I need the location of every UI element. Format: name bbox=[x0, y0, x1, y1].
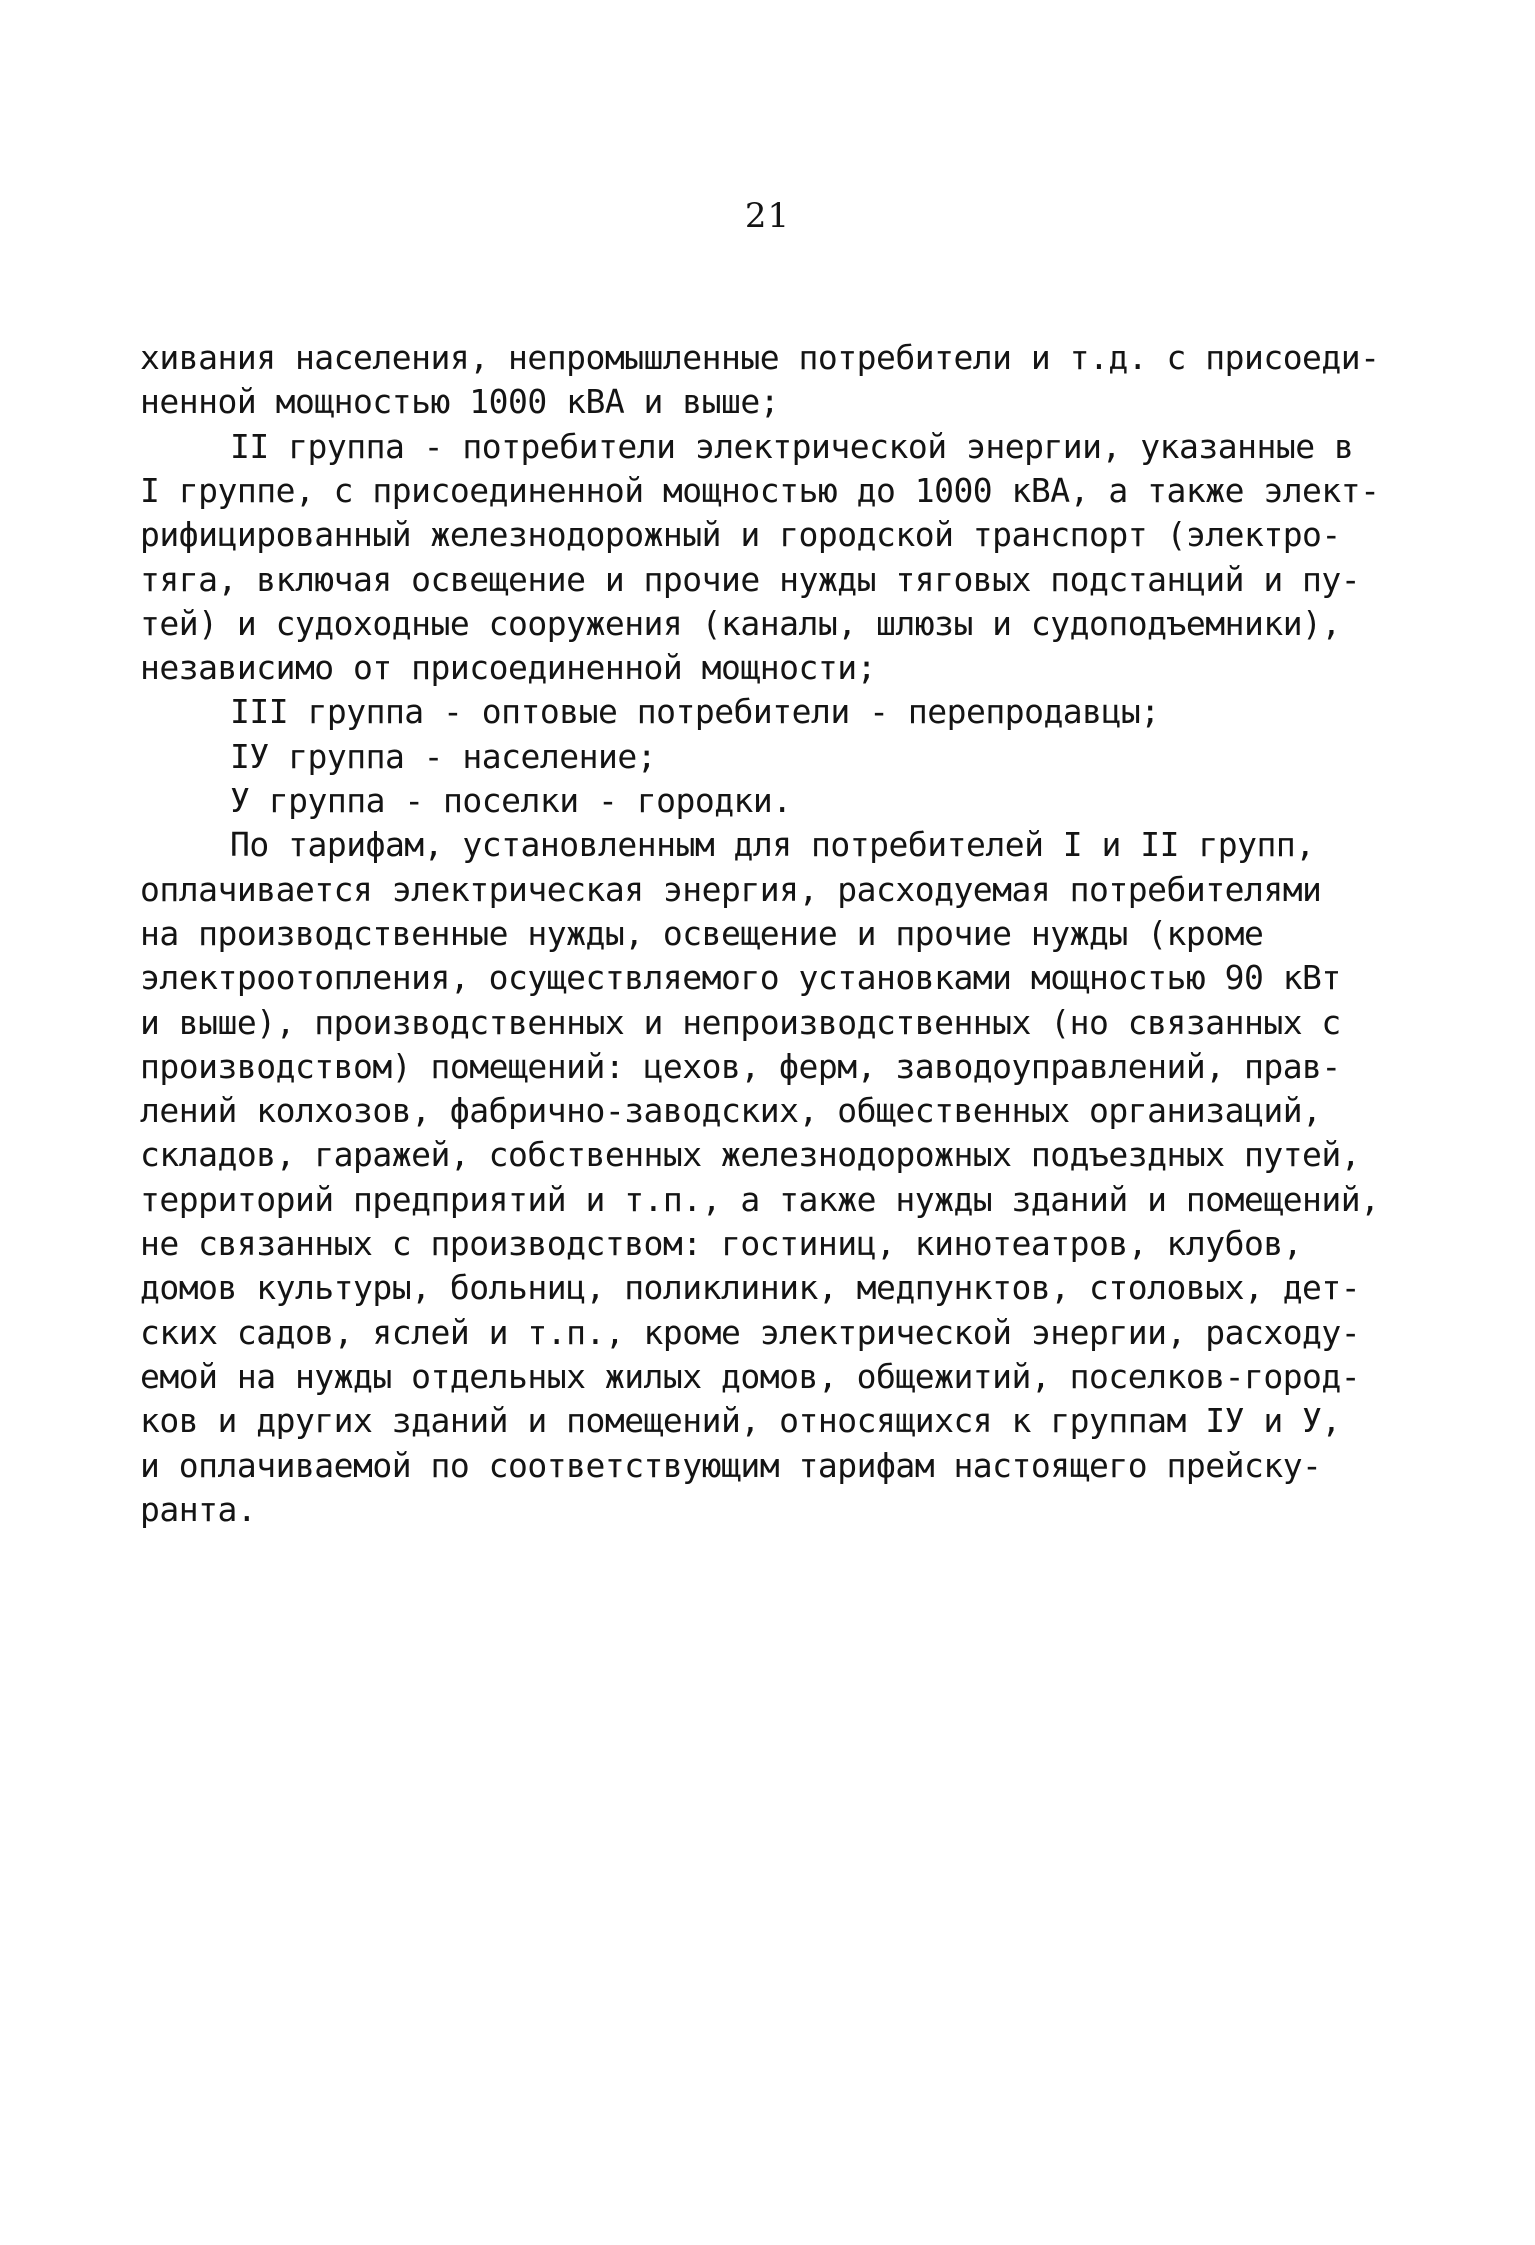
text-line: домов культуры, больниц, поликлиник, медпунктов, столовых, дет- bbox=[140, 1268, 1361, 1307]
text-line: хивания населения, непромышленные потребители и т.д. с присоеди- bbox=[140, 338, 1380, 377]
text-line: тяга, включая освещение и прочие нужды тяговых подстанций и пу- bbox=[140, 560, 1361, 599]
text-line: территорий предприятий и т.п., а также нужды зданий и помещений, bbox=[140, 1180, 1380, 1219]
text-line: и оплачиваемой по соответствующим тарифам настоящего прейскy- bbox=[140, 1446, 1322, 1485]
paragraph-first-line: IУ группа - население; bbox=[230, 737, 657, 776]
text-line: ненной мощностью 1000 кВА и выше; bbox=[140, 382, 780, 421]
paragraph-first-line: По тарифам, установленным для потребителей I и II групп, bbox=[230, 825, 1315, 864]
text-line: I группе, с присоединенной мощностью до 1000 кВА, а также элект- bbox=[140, 471, 1380, 510]
text-line: независимо от присоединенной мощности; bbox=[140, 648, 876, 687]
page-number: 21 bbox=[744, 196, 791, 236]
text-line: емой на нужды отдельных жилых домов, общежитий, поселков-город- bbox=[140, 1357, 1361, 1396]
text-line: тей) и судоходные сооружения (каналы, шлюзы и судоподъемники), bbox=[140, 604, 1341, 643]
paragraph-first-line: II группа - потребители электрической энергии, указанные в bbox=[230, 427, 1354, 466]
text-line: не связанных с производством: гостиниц, кинотеатров, клубов, bbox=[140, 1224, 1303, 1263]
text-line: производством) помещений: цехов, ферм, заводоуправлений, прав- bbox=[140, 1047, 1341, 1086]
text-line: оплачивается электрическая энергия, расходуемая потребителями bbox=[140, 870, 1322, 909]
text-line: складов, гаражей, собственных железнодорожных подъездных путей, bbox=[140, 1135, 1361, 1174]
text-line: и выше), производственных и непроизводственных (но связанных с bbox=[140, 1003, 1341, 1042]
text-line: электроотопления, осуществляемого установками мощностью 90 кВт bbox=[140, 958, 1341, 997]
text-line: ранта. bbox=[140, 1490, 257, 1529]
text-line: ков и других зданий и помещений, относящихся к группам IУ и У, bbox=[140, 1401, 1341, 1440]
text-line: на производственные нужды, освещение и прочие нужды (кроме bbox=[140, 914, 1264, 953]
paragraph-first-line: У группа - поселки - городки. bbox=[230, 781, 792, 820]
text-line: лений колхозов, фабрично-заводских, общественных организаций, bbox=[140, 1091, 1322, 1130]
text-line: ских садов, яслей и т.п., кроме электрической энергии, расходу- bbox=[140, 1313, 1361, 1352]
text-line: рифицированный железнодорожный и городской транспорт (электро- bbox=[140, 515, 1341, 554]
paragraph-first-line: III группа - оптовые потребители - перепродавцы; bbox=[230, 692, 1160, 731]
